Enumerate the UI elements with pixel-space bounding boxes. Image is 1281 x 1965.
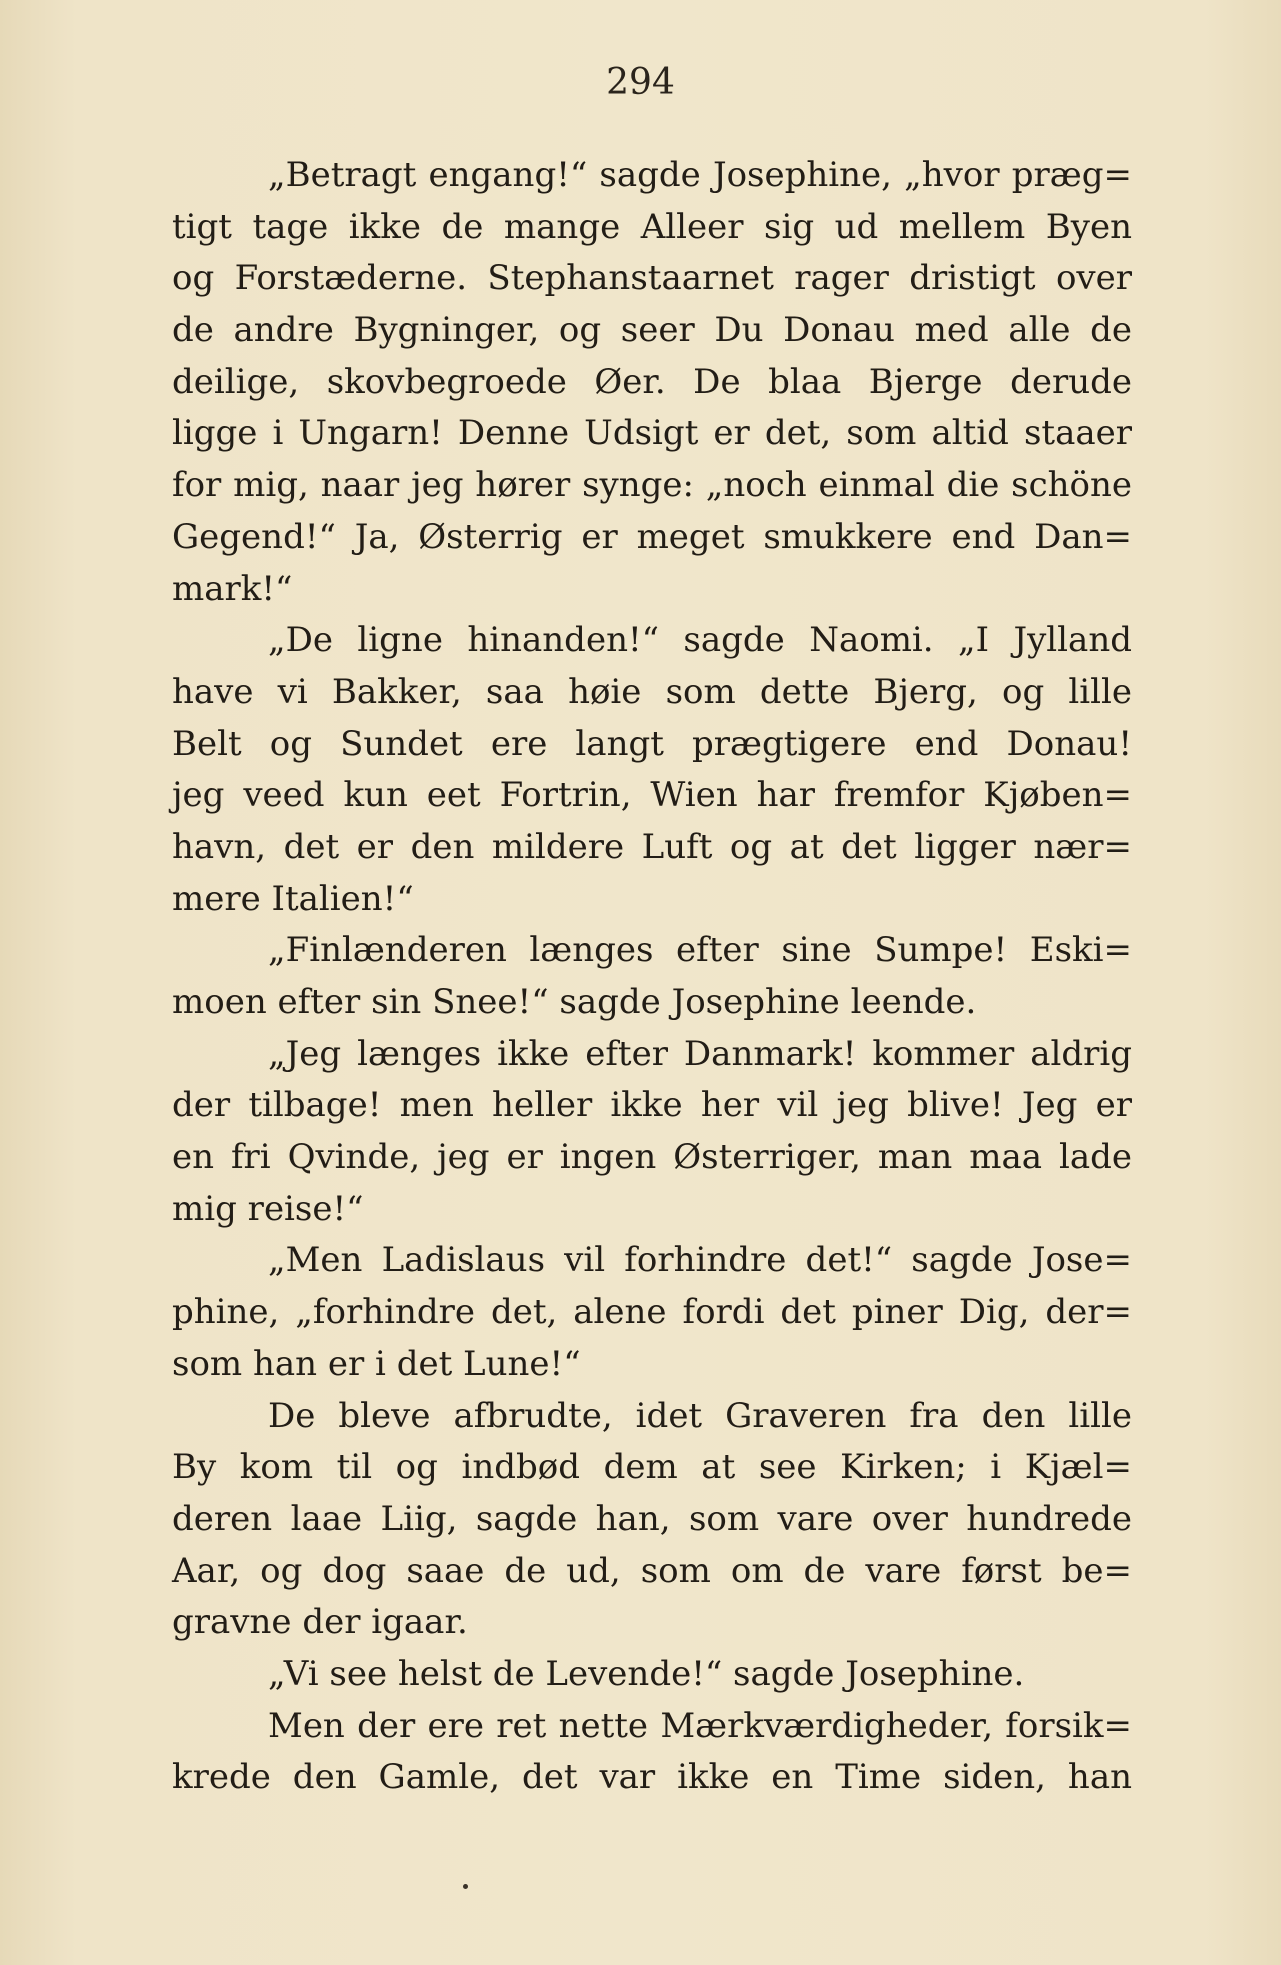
- ink-speck: [463, 1884, 468, 1889]
- text-line: Belt og Sundet ere langt prægtigere end Donau!: [172, 723, 1132, 764]
- text-line: jeg veed kun eet Fortrin, Wien har fremfor Kjøben=: [172, 775, 1132, 816]
- text-line: deilige, skovbegroede Øer. De blaa Bjerge derude: [172, 361, 1132, 402]
- text-line: mig reise!“: [172, 1188, 364, 1229]
- text-line: „Men Ladislaus vil forhindre det!“ sagde Jose=: [268, 1240, 1132, 1281]
- text-line: mark!“: [172, 568, 293, 609]
- text-line: Men der ere ret nette Mærkværdigheder, forsik=: [268, 1705, 1132, 1746]
- text-line: Aar, og dog saae de ud, som om de vare først be=: [172, 1550, 1132, 1591]
- page-number: 294: [606, 62, 675, 103]
- text-line: og Forstæderne. Stephanstaarnet rager dristigt over: [172, 258, 1132, 299]
- text-line: mere Italien!“: [172, 878, 414, 919]
- text-line: „Vi see helst de Levende!“ sagde Josephine.: [268, 1653, 1025, 1694]
- text-line: „Betragt engang!“ sagde Josephine, „hvor præg=: [268, 155, 1132, 195]
- text-line: der tilbage! men heller ikke her vil jeg blive! Jeg er: [172, 1085, 1132, 1126]
- text-line: have vi Bakker, saa høie som dette Bjerg, og lille: [172, 671, 1132, 712]
- text-line: By kom til og indbød dem at see Kirken; i Kjæl=: [172, 1447, 1132, 1488]
- text-line: ligge i Ungarn! Denne Udsigt er det, som altid staaer: [172, 413, 1132, 454]
- text-line: tigt tage ikke de mange Alleer sig ud mellem Byen: [172, 206, 1132, 247]
- text-line: „Finlænderen længes efter sine Sumpe! Eski=: [268, 930, 1132, 971]
- text-line: deren laae Liig, sagde han, som vare over hundrede: [172, 1498, 1132, 1539]
- text-line: som han er i det Lune!“: [172, 1343, 581, 1384]
- text-line: krede den Gamle, det var ikke en Time siden, han: [172, 1757, 1132, 1798]
- text-line: phine, „forhindre det, alene fordi det piner Dig, der=: [172, 1292, 1132, 1333]
- text-line: en fri Qvinde, jeg er ingen Østerriger, man maa lade: [172, 1137, 1132, 1178]
- text-line: „Jeg længes ikke efter Danmark! kommer aldrig: [268, 1033, 1132, 1074]
- text-line: de andre Bygninger, og seer Du Donau med alle de: [172, 310, 1132, 351]
- body-text: [172, 150, 1132, 1804]
- text-line: De bleve afbrudte, idet Graveren fra den lille: [268, 1395, 1132, 1436]
- text-line: havn, det er den mildere Luft og at det ligger nær=: [172, 826, 1132, 867]
- text-line: for mig, naar jeg hører synge: „noch einmal die schöne: [172, 465, 1132, 506]
- text-line: moen efter sin Snee!“ sagde Josephine leende.: [172, 982, 977, 1022]
- text-line: „De ligne hinanden!“ sagde Naomi. „I Jylland: [268, 620, 1132, 661]
- text-line: gravne der igaar.: [172, 1602, 468, 1643]
- text-line: Gegend!“ Ja, Østerrig er meget smukkere end Dan=: [172, 516, 1132, 557]
